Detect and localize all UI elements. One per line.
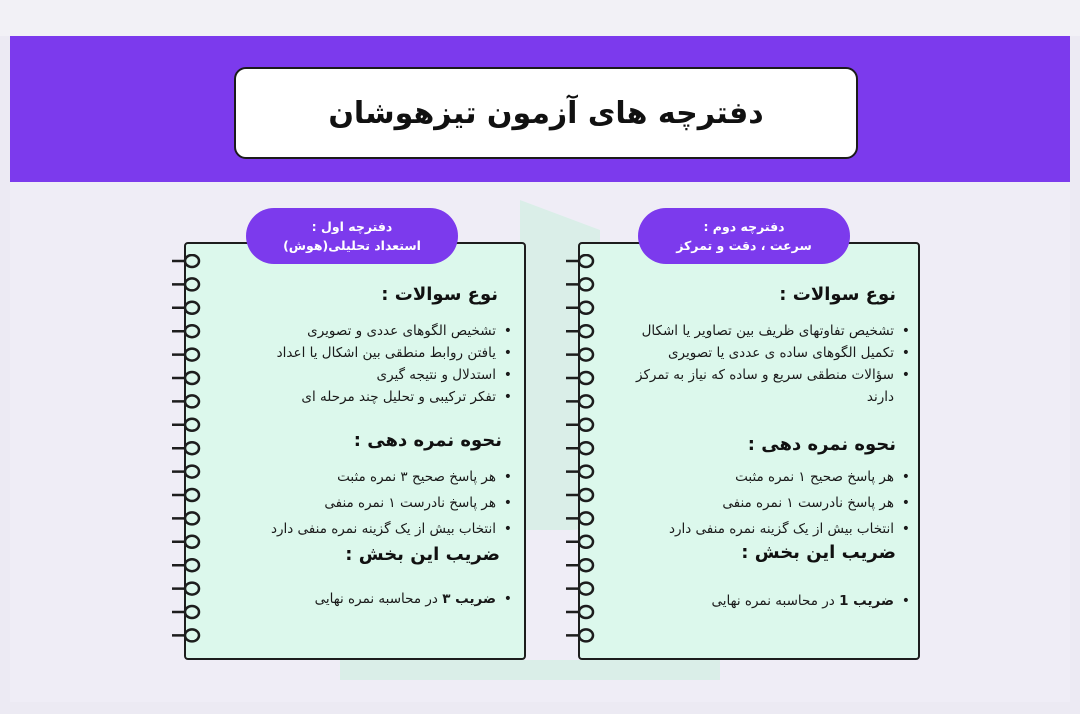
list-item: • یافتن روابط منطقی بین اشکال یا اعداد (214, 342, 514, 364)
ring-hole (579, 372, 593, 384)
list-item: • تفکر ترکیبی و تحلیل چند مرحله ای (214, 386, 514, 408)
title-box (234, 67, 858, 159)
list-item: • تکمیل الگوهای ساده ی عددی یا تصویری (610, 342, 912, 364)
list-item: • هر پاسخ نادرست ۱ نمره منفی (610, 490, 912, 516)
ring-hole (579, 302, 593, 314)
coefficient-value: ضریب ۳ (442, 591, 496, 607)
question-types-list (610, 320, 912, 408)
ring-hole (185, 512, 199, 524)
ring-hole (185, 583, 199, 595)
ring-hole (185, 559, 199, 571)
list-item: • هر پاسخ صحیح ۱ نمره مثبت (610, 464, 912, 490)
ring-hole (185, 255, 199, 267)
ring-hole (579, 583, 593, 595)
ring-hole (185, 489, 199, 501)
section-heading-coefficient: ضریب این بخش : (345, 544, 500, 565)
ring-hole (185, 442, 199, 454)
ring-hole (579, 419, 593, 431)
spiral-binding-icon (564, 254, 600, 654)
spiral-binding-icon (170, 254, 206, 654)
scoring-list (214, 464, 514, 542)
list-item: • هر پاسخ نادرست ۱ نمره منفی (214, 490, 514, 516)
ring-hole (185, 349, 199, 361)
list-item (610, 590, 912, 612)
ring-hole (185, 302, 199, 314)
ring-hole (185, 395, 199, 407)
section-heading-scoring: نحوه نمره دهی : (747, 434, 896, 455)
tab-title: دفترچه اول : (311, 219, 393, 234)
ring-hole (185, 606, 199, 618)
tab-title: دفترچه دوم : (703, 219, 785, 234)
list-item: • تشخیص تفاوتهای ظریف بین تصاویر یا اشکال (610, 320, 912, 342)
coefficient-value: ضریب 1 (839, 593, 894, 609)
booklet-tab-first (246, 208, 458, 264)
scoring-list (610, 464, 912, 542)
page-title: دفترچه های آزمون تیزهوشان (328, 95, 764, 131)
section-heading-coefficient: ضریب این بخش : (741, 542, 896, 563)
ring-hole (579, 629, 593, 641)
list-item: • انتخاب بیش از یک گزینه نمره منفی دارد (610, 516, 912, 542)
top-strip (0, 0, 1080, 36)
ring-hole (185, 629, 199, 641)
ring-hole (579, 349, 593, 361)
coefficient-text: در محاسبه نمره نهایی (314, 591, 443, 607)
ring-hole (579, 512, 593, 524)
ring-hole (185, 536, 199, 548)
ring-hole (579, 559, 593, 571)
tab-subtitle: استعداد تحلیلی(هوش) (283, 238, 421, 253)
ring-hole (579, 606, 593, 618)
ring-hole (579, 536, 593, 548)
list-item: • هر پاسخ صحیح ۳ نمره مثبت (214, 464, 514, 490)
list-item: • انتخاب بیش از یک گزینه نمره منفی دارد (214, 516, 514, 542)
ring-hole (579, 489, 593, 501)
ring-hole (185, 466, 199, 478)
section-heading-scoring: نحوه نمره دهی : (353, 430, 502, 451)
ring-hole (185, 325, 199, 337)
section-heading-questions: نوع سوالات : (381, 284, 498, 305)
coefficient-text: در محاسبه نمره نهایی (711, 593, 840, 609)
ring-hole (579, 442, 593, 454)
ring-hole (579, 395, 593, 407)
list-item: • استدلال و نتیجه گیری (214, 364, 514, 386)
coefficient-list (610, 590, 912, 612)
ring-hole (185, 372, 199, 384)
ring-hole (579, 325, 593, 337)
ring-hole (579, 278, 593, 290)
list-item: • تشخیص الگوهای عددی و تصویری (214, 320, 514, 342)
tab-subtitle: سرعت ، دقت و تمرکز (676, 238, 812, 253)
ring-hole (185, 419, 199, 431)
ring-hole (579, 466, 593, 478)
ring-hole (185, 278, 199, 290)
list-item (214, 588, 514, 610)
coefficient-list (214, 588, 514, 610)
ring-hole (579, 255, 593, 267)
booklet-tab-second (638, 208, 850, 264)
section-heading-questions: نوع سوالات : (779, 284, 896, 305)
list-item: • سؤالات منطقی سریع و ساده که نیاز به تمرکز دارند (610, 364, 912, 408)
question-types-list (214, 320, 514, 408)
